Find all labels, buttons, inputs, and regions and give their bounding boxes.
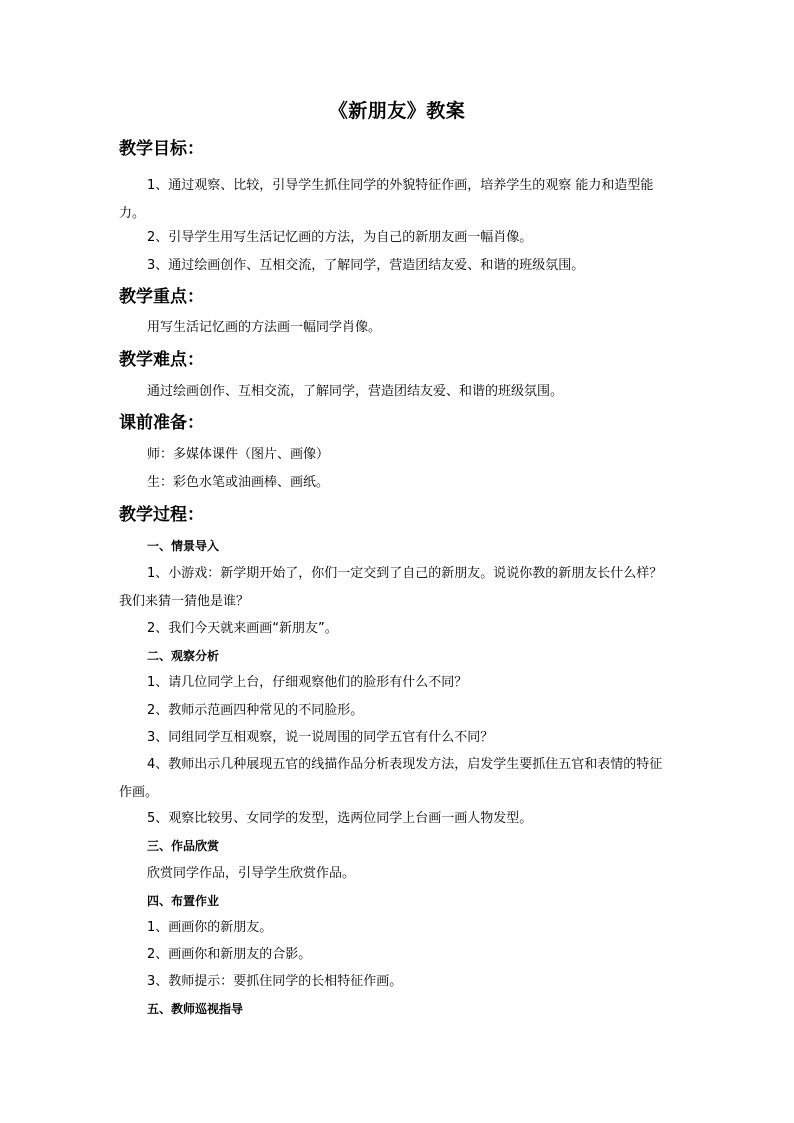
part4-item-1: 1、画画你的新朋友。: [147, 920, 273, 935]
process-heading: 教学过程：: [119, 505, 204, 525]
difficulties-heading: 教学难点：: [119, 350, 204, 370]
part2-item-5: 5、观察比较男、女同学的发型，选两位同学上台画一画人物发型。: [147, 811, 533, 826]
part4-title: 四、布置作业: [147, 894, 220, 908]
part2-item-1: 1、请几位同学上台，仔细观察他们的脸形有什么不同？: [147, 675, 468, 690]
difficulties-text: 通过绘画创作、互相交流，了解同学，营造团结友爱、和谐的班级氛围。: [147, 384, 564, 399]
objective-item-3: 3、通过绘画创作、互相交流，了解同学，营造团结友爱、和谐的班级氛围。: [147, 258, 585, 273]
part3-title: 三、作品欣赏: [147, 839, 220, 853]
part3-text: 欣赏同学作品，引导学生欣赏作品。: [147, 866, 356, 881]
part2-item-2: 2、教师示范画四种常见的不同脸形。: [147, 703, 364, 718]
objective-item-1: 1、通过观察、比较，引导学生抓住同学的外貌特征作画，培养学生的观察 能力和造型能力。: [119, 178, 654, 221]
part2-title: 二、观察分析: [147, 649, 220, 663]
objectives-heading: 教学目标：: [119, 139, 204, 159]
part1-item-1: 1、小游戏：新学期开始了，你们一定交到了自己的新朋友。说说你教的新朋友长什么样？我们来猜一猜他是谁？: [119, 566, 663, 609]
preparation-student: 生：彩色水笔或油画棒、画纸。: [147, 475, 330, 490]
document-title: 《新朋友》教案: [328, 100, 466, 122]
key-points-text: 用写生活记忆画的方法画一幅同学肖像。: [147, 320, 382, 335]
part2-item-4: 4、教师出示几种展现五官的线描作品分析表现发方法，启发学生要抓住五官和表情的特征作画。: [119, 757, 663, 800]
part4-item-3: 3、教师提示：要抓住同学的长相特征作画。: [147, 974, 403, 989]
preparation-heading: 课前准备：: [119, 413, 204, 433]
key-points-heading: 教学重点：: [119, 287, 204, 307]
part1-title: 一、情景导入: [147, 539, 220, 553]
preparation-teacher: 师：多媒体课件（图片、画像）: [147, 447, 330, 462]
part4-item-2: 2、画画你和新朋友的合影。: [147, 947, 312, 962]
part2-item-3: 3、同组同学互相观察，说一说周围的同学五官有什么不同？: [147, 730, 494, 745]
part1-item-2: 2、我们今天就来画画“新朋友”。: [147, 621, 338, 636]
part5-title: 五、教师巡视指导: [147, 1002, 244, 1016]
objective-item-2: 2、引导学生用写生活记忆画的方法，为自己的新朋友画一幅肖像。: [147, 230, 533, 245]
